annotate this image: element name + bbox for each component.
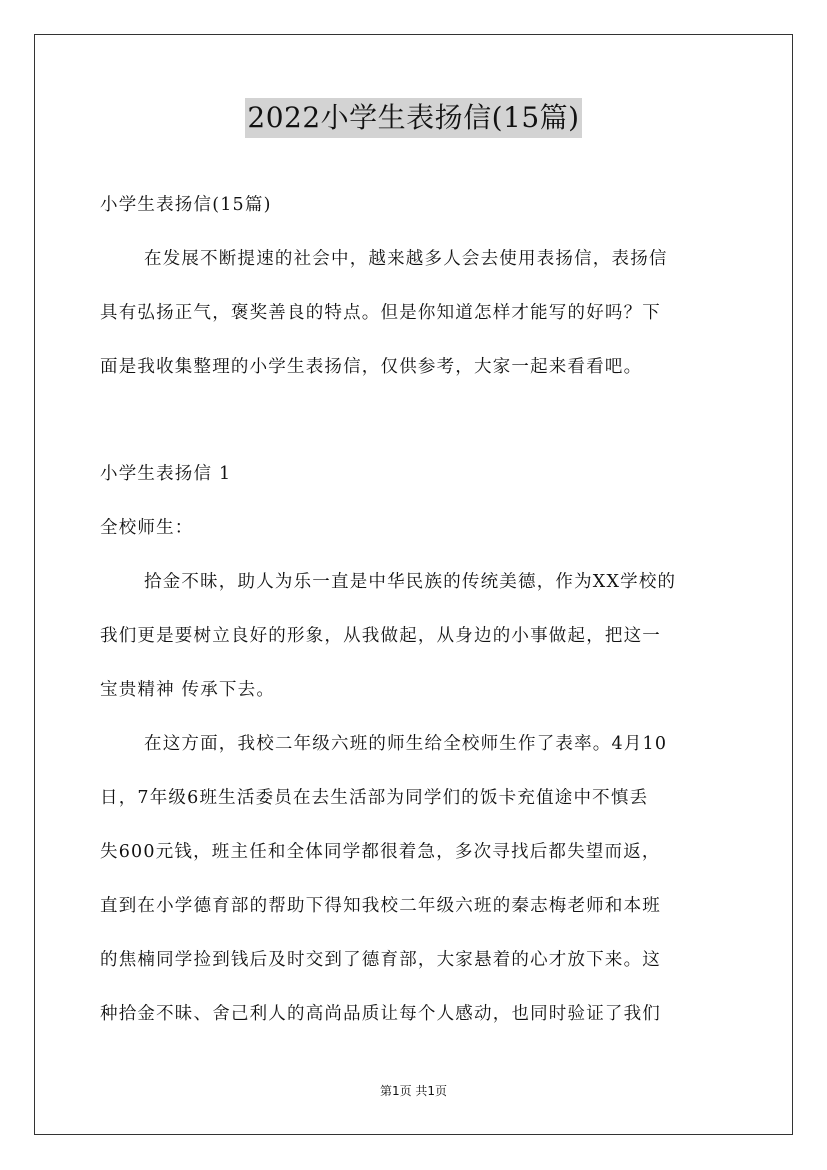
page-footer: 第1页 共1页 xyxy=(379,1084,448,1098)
document-title: 2022小学生表扬信(15篇) xyxy=(245,98,581,138)
paragraph-line: 失600元钱，班主任和全体同学都很着急，多次寻找后都失望而返， xyxy=(100,842,661,862)
paragraph-line: 我们更是要树立良好的形象，从我做起，从身边的小事做起，把这一 xyxy=(100,626,661,646)
intro-line: 具有弘扬正气，褒奖善良的特点。但是你知道怎样才能写的好吗？下 xyxy=(100,303,661,323)
title-container xyxy=(100,98,727,138)
paragraph-line: 日，7年级6班生活委员在去生活部为同学们的饭卡充值途中不慎丢 xyxy=(100,788,649,808)
paragraph-line: 的焦楠同学捡到钱后及时交到了德育部，大家悬着的心才放下来。这 xyxy=(100,950,661,970)
paragraph-line: 种拾金不昧、舍己利人的高尚品质让每个人感动，也同时验证了我们 xyxy=(100,1004,661,1024)
spacer xyxy=(100,394,727,447)
document-body xyxy=(100,90,727,1041)
section-heading: 小学生表扬信 1 xyxy=(100,464,232,484)
paragraph-line: 在这方面，我校二年级六班的师生给全校师生作了表率。4月10 xyxy=(144,734,668,754)
paragraph-line: 直到在小学德育部的帮助下得知我校二年级六班的秦志梅老师和本班 xyxy=(100,896,661,916)
paragraph-line: 宝贵精神 传承下去。 xyxy=(100,680,276,700)
salutation: 全校师生： xyxy=(100,518,194,538)
intro-line: 在发展不断提速的社会中，越来越多人会去使用表扬信，表扬信 xyxy=(144,249,668,269)
intro-line: 面是我收集整理的小学生表扬信，仅供参考，大家一起来看看吧。 xyxy=(100,357,643,377)
paragraph-line: 拾金不昧，助人为乐一直是中华民族的传统美德，作为XX学校的 xyxy=(144,572,677,592)
subtitle: 小学生表扬信(15篇) xyxy=(100,195,272,215)
